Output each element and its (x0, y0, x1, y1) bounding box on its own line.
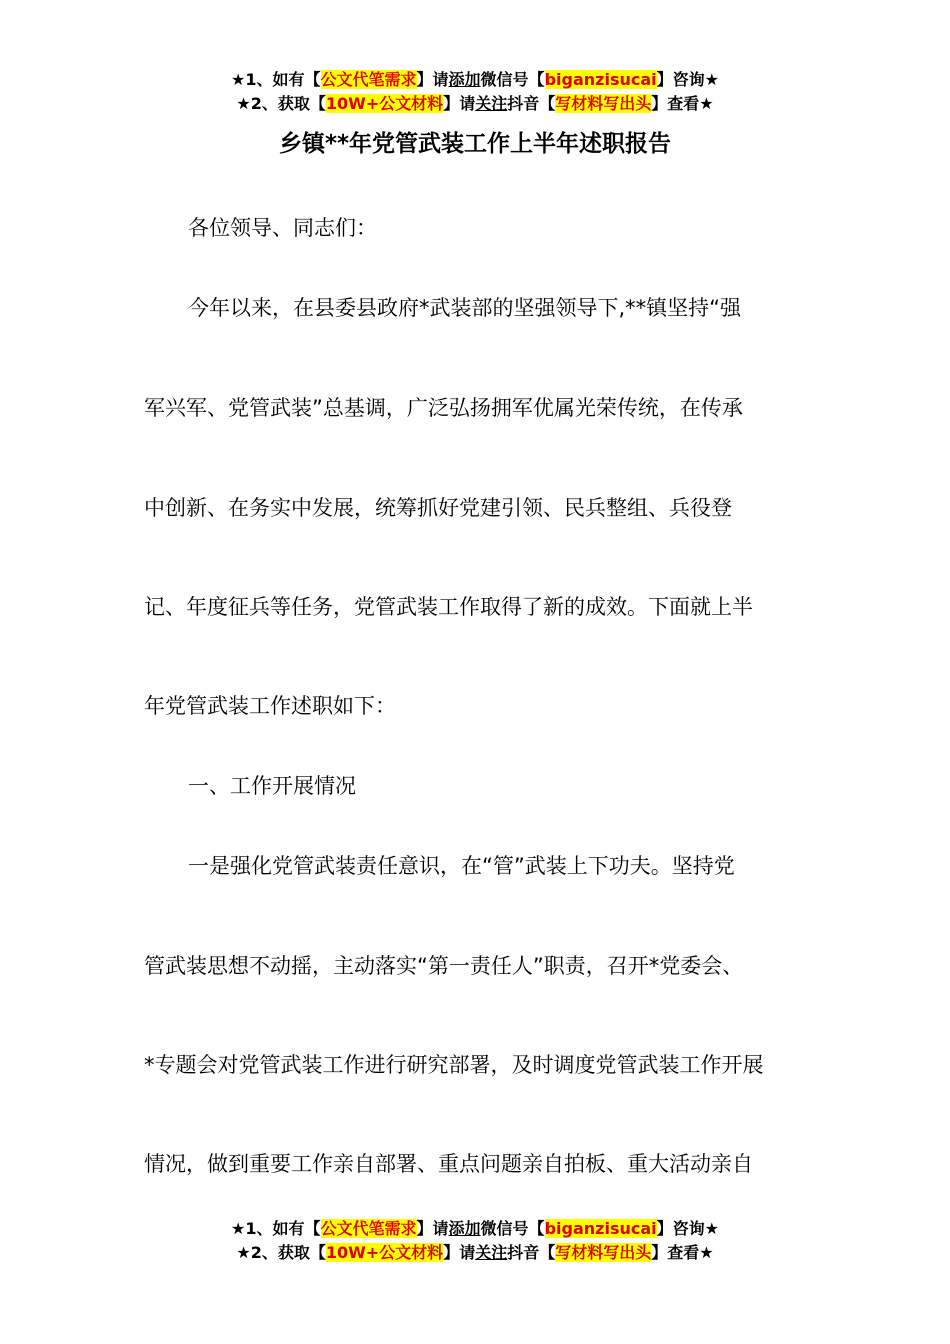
banner-line-1 (0, 68, 950, 92)
banner-emphasis: 添加 (448, 1219, 481, 1238)
banner-text: 】查看★ (651, 94, 714, 113)
section-heading: 一、工作开展情况 (188, 774, 356, 798)
paragraph-line: 中创新、在务实中发展，统筹抓好党建引领、民兵整组、兵役登 (144, 496, 732, 520)
banner-text: 抖音【 (507, 1243, 556, 1262)
banner-text: ★1、如有【 (231, 1219, 321, 1238)
paragraph-line: 管武装思想不动摇，主动落实“第一责任人”职责，召开*党委会、 (144, 954, 744, 978)
banner-text: 】请 (416, 1219, 449, 1238)
banner-text: ★2、获取【 (236, 1243, 326, 1262)
paragraph-line: 年党管武装工作述职如下： (144, 694, 396, 718)
banner-line-2 (0, 1241, 950, 1265)
salutation: 各位领导、同志们： (188, 216, 377, 240)
paragraph-line: 今年以来，在县委县政府*武装部的坚强领导下,**镇坚持“强 (188, 296, 742, 320)
banner-highlight: 公文代笔需求 (320, 1219, 417, 1238)
paragraph-line: 军兴军、党管武装”总基调，广泛弘扬拥军优属光荣传统，在传承 (144, 396, 743, 420)
banner-text: 】咨询★ (656, 1219, 719, 1238)
banner-highlight: biganzisucai (544, 70, 657, 89)
document-title: 乡镇**年党管武装工作上半年述职报告 (278, 131, 672, 157)
banner-line-2 (0, 92, 950, 116)
banner-highlight: biganzisucai (544, 1219, 657, 1238)
banner-emphasis: 关注 (475, 1243, 508, 1262)
banner-text: 】查看★ (651, 1243, 714, 1262)
banner-text: 】请 (443, 94, 476, 113)
banner-text: ★2、获取【 (236, 94, 326, 113)
banner-text: 抖音【 (507, 94, 556, 113)
banner-text: 微信号【 (480, 70, 545, 89)
banner-highlight: 写材料写出头 (555, 94, 652, 113)
banner-highlight: 10W+公文材料 (325, 1243, 444, 1262)
banner-text: 】咨询★ (656, 70, 719, 89)
paragraph-line: 一是强化党管武装责任意识，在“管”武装上下功夫。坚持党 (188, 854, 735, 878)
footer-banner (0, 1217, 950, 1265)
banner-highlight: 写材料写出头 (555, 1243, 652, 1262)
banner-emphasis: 添加 (448, 70, 481, 89)
banner-text: ★1、如有【 (231, 70, 321, 89)
paragraph-line: 情况，做到重要工作亲自部署、重点问题亲自拍板、重大活动亲自 (144, 1152, 753, 1176)
banner-text: 微信号【 (480, 1219, 545, 1238)
paragraph-line: 记、年度征兵等任务，党管武装工作取得了新的成效。下面就上半 (144, 595, 753, 619)
paragraph-line: *专题会对党管武装工作进行研究部署，及时调度党管武装工作开展 (144, 1053, 764, 1077)
banner-line-1 (0, 1217, 950, 1241)
banner-highlight: 公文代笔需求 (320, 70, 417, 89)
banner-highlight: 10W+公文材料 (325, 94, 444, 113)
banner-emphasis: 关注 (475, 94, 508, 113)
banner-text: 】请 (443, 1243, 476, 1262)
header-banner (0, 68, 950, 116)
banner-text: 】请 (416, 70, 449, 89)
